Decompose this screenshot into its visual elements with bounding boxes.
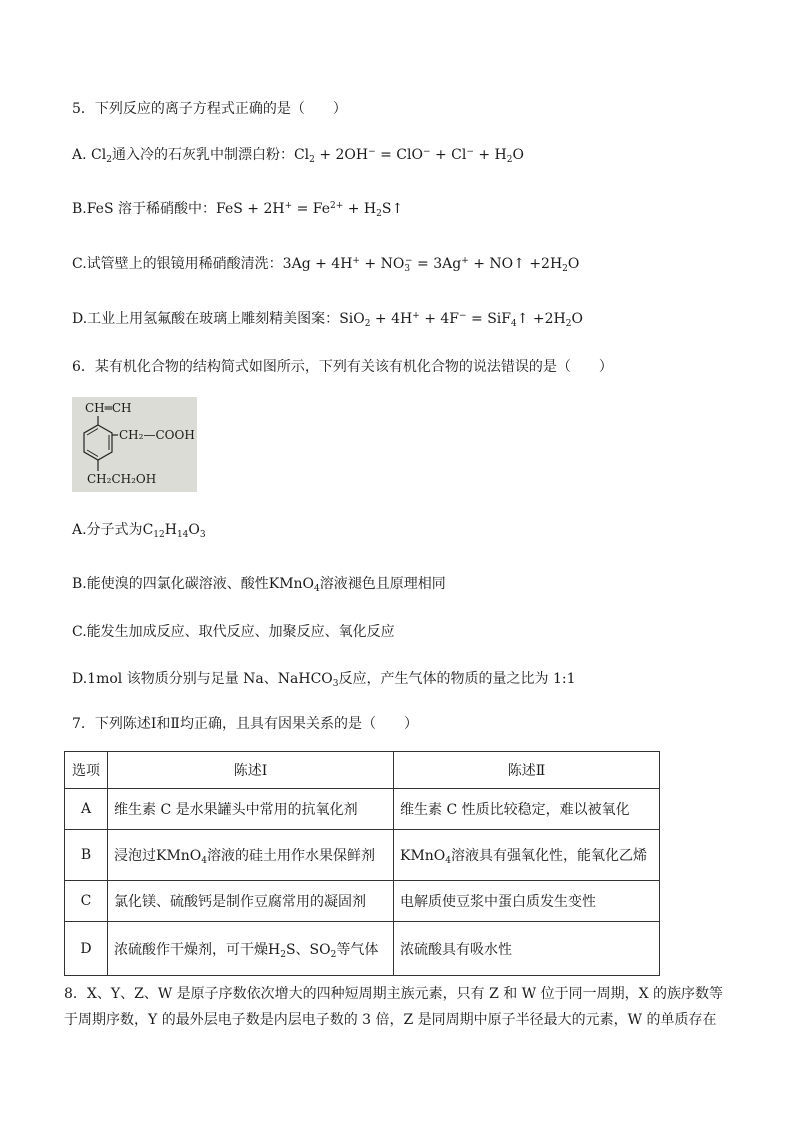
table-row (65, 830, 660, 881)
row-statement-1 (108, 922, 394, 976)
q5-d-prefix: D.工业上用氢氟酸在玻璃上雕刻精美图案： (72, 311, 340, 327)
row-statement-1: 维生素 C 是水果罐头中常用的抗氧化剂 (108, 789, 394, 830)
q5-c-prefix: C.试管壁上的银镜用稀硝酸清洗： (72, 256, 283, 272)
kmno4-formula: KMnO$_4$ (400, 848, 452, 866)
row-statement-2: 维生素 C 性质比较稳定，难以被氧化 (394, 789, 660, 830)
q5-d-equation: SiO$_2$ + 4H+ + 4F− = SiF$_4$↑ $+2H_2O$ (339, 311, 583, 329)
q5-a-equation: $Cl_2 + 2OH^- = ClO^- + Cl^- + H_2O$ (293, 147, 524, 165)
q5-c-equation: $3Ag + 4H^+ + NO_3^- = 3Ag^+$ + NO↑ $+2H_2O$ (282, 256, 580, 274)
table-header-row (65, 752, 660, 789)
kmno4-formula: KMnO$_4$ (156, 848, 208, 866)
q5-option-c[interactable] (72, 254, 579, 274)
structure-figure (72, 397, 197, 492)
q5-a-text: 通入冷的石灰乳中制漂白粉： (111, 147, 294, 163)
s1-pre: 浸泡过 (114, 848, 156, 864)
q6-stem: 6．某有机化合物的结构简式如图所示，下列有关该有机化合物的说法错误的是（ ） (72, 359, 613, 375)
bottom-group-label: CH₂CH₂OH (87, 472, 157, 486)
row-statement-2 (394, 830, 660, 881)
table-row (65, 922, 660, 976)
table-row (65, 881, 660, 922)
q7-stem: 7．下列陈述Ⅰ和Ⅱ均正确，且具有因果关系的是（ ） (72, 716, 418, 732)
q6-option-a[interactable] (72, 520, 206, 540)
table-row (65, 789, 660, 830)
row-option: D (65, 922, 108, 976)
row-statement-1: 氯化镁、硫酸钙是制作豆腐常用的凝固剂 (108, 881, 394, 922)
q8-line-2: 于周期序数，Y 的最外层电子数是内层电子数的 3 倍，Z 是同周期中原子半径最大的元素，W 的单质存在 (64, 1012, 717, 1028)
q5-a-formula-cl2: $Cl_2$ (91, 147, 112, 165)
side-chain-label: CH₂—COOH (119, 428, 195, 442)
row-statement-1 (108, 830, 394, 881)
s2-post: 溶液具有强氧化性，能氧化乙烯 (451, 848, 648, 864)
header-statement-1: 陈述Ⅰ (108, 752, 394, 789)
q8-line-1: 8．X、Y、Z、W 是原子序数依次增大的四种短周期主族元素，只有 Z 和 W 位于同一周期，X 的族序数等 (64, 986, 724, 1002)
header-option: 选项 (65, 752, 108, 789)
q6-b-kmno4: KMnO$_4$ (268, 576, 320, 594)
s1-post: 溶液的硅土用作水果保鲜剂 (207, 848, 376, 864)
row-option: B (65, 830, 108, 881)
gas-formulas: $H_2S$、$SO_2$ (268, 941, 337, 960)
row-option: A (65, 789, 108, 830)
s1-pre: 浓硫酸作干燥剂，可干燥 (114, 941, 268, 958)
row-statement-2: 浓硫酸具有吸水性 (394, 922, 660, 976)
q6-a-formula: $C_{12}H_{14}O_3$ (142, 522, 206, 540)
q6-b-text2: 溶液褪色且原理相同 (319, 576, 446, 592)
q5-stem: 5．下列反应的离子方程式正确的是（ ） (72, 101, 347, 117)
row-option: C (65, 881, 108, 922)
header-statement-2: 陈述Ⅱ (394, 752, 660, 789)
q6-d-text2: 反应，产生气体的物质的量之比为 1:1 (338, 671, 576, 687)
q5-b-equation: FeS + $2H^+ = Fe^{2+}$ + $H_2S↑$ (216, 201, 404, 219)
row-statement-2: 电解质使豆浆中蛋白质发生变性 (394, 881, 660, 922)
q6-d-nahco3: NaHCO$_3$ (277, 671, 339, 689)
q6-option-b[interactable] (72, 574, 446, 594)
s1-post: 等气体 (336, 941, 379, 958)
q6-b-text1: B.能使溴的四氯化碳溶液、酸性 (72, 576, 269, 592)
q5-option-b[interactable] (72, 199, 403, 219)
q7-table (64, 751, 660, 976)
q6-d-text1: D.1mol 该物质分别与足量 Na、 (72, 671, 278, 687)
q6-a-text: A.分子式为 (72, 522, 143, 538)
q6-option-c[interactable]: C.能发生加成反应、取代反应、加聚反应、氧化反应 (72, 624, 395, 640)
vinyl-group-label: CH═CH (85, 401, 132, 415)
q5-b-prefix: B.FeS 溶于稀硝酸中： (72, 201, 217, 217)
q5-a-prefix: A. (72, 147, 92, 163)
q5-option-d[interactable] (72, 309, 583, 329)
q5-option-a[interactable] (72, 145, 524, 165)
q6-option-d[interactable] (72, 669, 575, 689)
